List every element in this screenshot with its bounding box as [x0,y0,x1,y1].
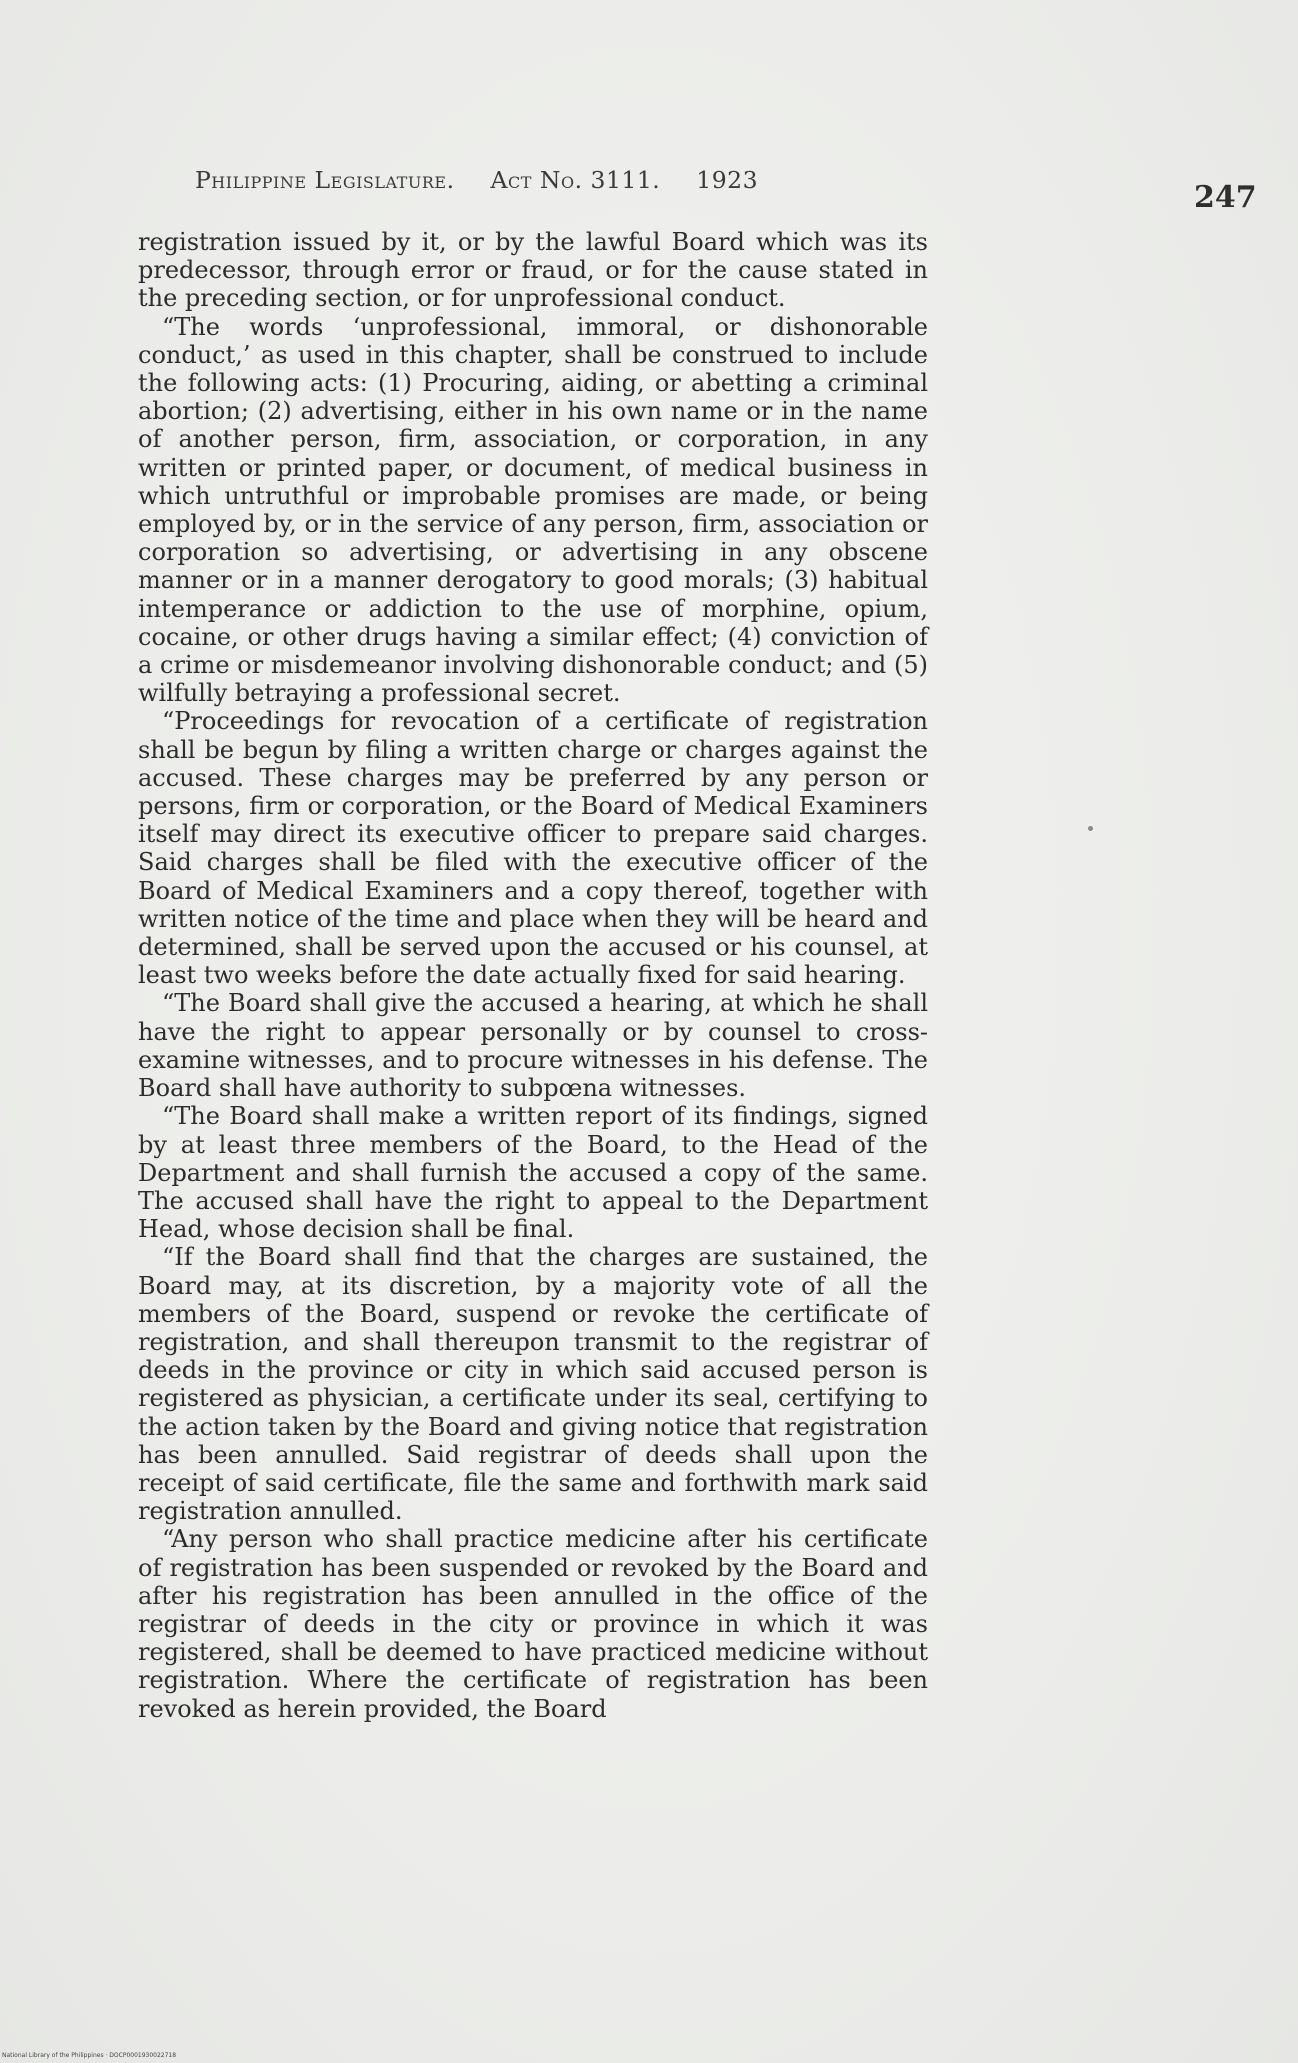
running-head-year: 1923 [696,166,759,194]
paragraph-definitions: “The words ‘unprofessional, immoral, or dishonorable conduct,’ as used in this chapter, shall be construed to include the following acts: (1) Procuring, aiding, or abetting a criminal abortion; (2) advertising, either in his own name or in the name of another person, firm, association, or corporation, in any written or printed paper, or document, of medical business in which untruthful or improbable promises are made, or being employed by, or in the service of any person, firm, association or corporation so advertising, or advertising in any obscene manner or in a manner derogatory to good morals; (3) habitual intemperance or addiction to the use of morphine, opium, cocaine, or other drugs having a similar effect; (4) conviction of a crime or misdemeanor involving dishonorable conduct; and (5) wilfully betraying a professional secret. [138,312,928,708]
page-number: 247 [1194,180,1257,215]
paragraph-proceedings: “Proceedings for revocation of a certificate of registration shall be begun by filing a written charge or charges against the accused. These charges may be preferred by any person or persons, firm or corporation, or the Board of Medical Examiners itself may direct its executive officer to prepare said charges. Said charges shall be filed with the executive officer of the Board of Medical Examiners and a copy thereof, together with written notice of the time and place when they will be heard and determined, shall be served upon the accused or his counsel, at least two weeks before the date actually fixed for said hearing. [138,707,928,990]
body-text [138,228,928,1723]
paragraph-revocation: “If the Board shall find that the charges are sustained, the Board may, at its discretion, by a majority vote of all the members of the Board, suspend or revoke the certificate of registration, and shall thereupon transmit to the registrar of deeds in the province or city in which said accused person is registered as physician, a certificate under its seal, certifying to the action taken by the Board and giving notice that registration has been annulled. Said registrar of deeds shall upon the receipt of said certificate, file the same and forthwith mark said registration annulled. [138,1243,928,1526]
scan-speck [1088,826,1093,831]
paragraph-hearing: “The Board shall give the accused a hearing, at which he shall have the right to appear personally or by counsel to cross-examine witnesses, and to procure witnesses in his defense. The Board shall have authority to subpœna witnesses. [138,989,928,1103]
paragraph-practice: “Any person who shall practice medicine after his certificate of registration has been suspended or revoked by the Board and after his registration has been annulled in the office of the registrar of deeds in the city or province in which it was registered, shall be deemed to have practiced medicine without registration. Where the certificate of registration has been revoked as herein provided, the Board [138,1525,928,1723]
running-head [195,166,915,194]
running-head-act: Act No. 3111. [490,166,661,194]
paragraph-continuation: registration issued by it, or by the lawful Board which was its predecessor, through error or fraud, or for the cause stated in the preceding section, or for unprofessional conduct. [138,228,928,313]
running-head-title: Philippine Legislature. [195,166,455,194]
paragraph-report: “The Board shall make a written report of its findings, signed by at least three members of the Board, to the Head of the Department and shall furnish the accused a copy of the same. The accused shall have the right to appeal to the Department Head, whose decision shall be final. [138,1102,928,1244]
scan-footer: National Library of the Philippines · DOCP0001930022718 [2,2052,177,2059]
